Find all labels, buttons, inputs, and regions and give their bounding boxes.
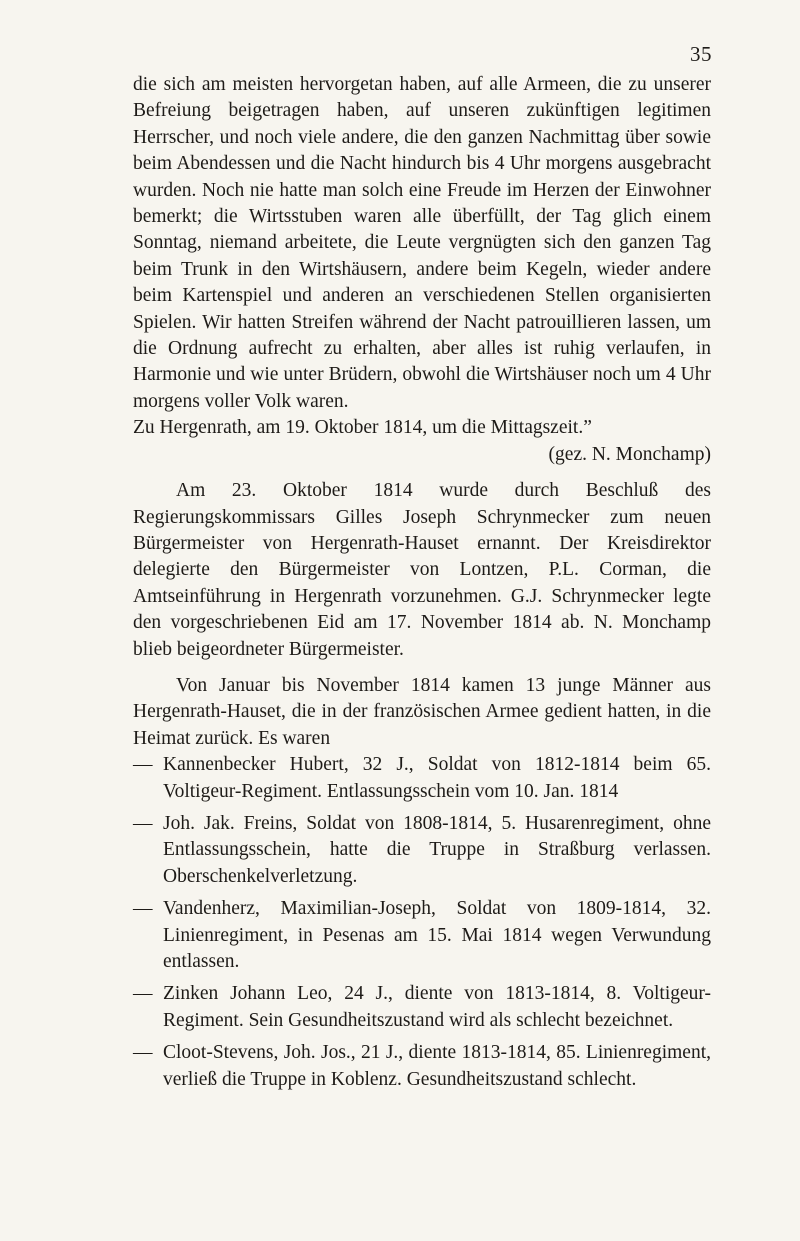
- list-item-text: Vandenherz, Maximilian-Joseph, Soldat von 1809-1814, 32. Linienregiment, in Pesenas am 15. Mai 1814 wegen Verwundung entlassen.: [163, 898, 711, 972]
- signature-line: (gez. N. Monchamp): [548, 443, 711, 465]
- list-item: [133, 896, 711, 975]
- list-item: [133, 811, 711, 890]
- paragraph-appointment: Am 23. Oktober 1814 wurde durch Beschluß des Regierungskommissars Gilles Joseph Schrynmecker zum neuen Bürgermeister von Hergenrath-Hauset ernannt. Der Kreisdirektor delegierte den Bürgermeister von Lontzen, P.L. Corman, die Amtseinführung in Hergenrath vorzunehmen. G.J. Schrynmecker legte den vorgeschriebenen Eid am 17. November 1814 ab. N. Monchamp blieb beigeordneter Bürgermeister.: [133, 480, 711, 660]
- dash-bullet: —: [133, 754, 153, 776]
- list-item-text: Joh. Jak. Freins, Soldat von 1808-1814, 5. Husarenregiment, ohne Entlassungsschein, hatte die Truppe in Straßburg verlassen. Oberschenkelverletzung.: [163, 812, 711, 887]
- dash-bullet: —: [133, 898, 153, 920]
- paragraph-returnees-intro: Von Januar bis November 1814 kamen 13 junge Männer aus Hergenrath-Hauset, die in der französischen Armee gedient hatten, in die Heimat zurück. Es waren: [133, 674, 711, 749]
- paragraph-quote-continuation: die sich am meisten hervorgetan haben, auf alle Armeen, die zu unserer Befreiung beigetragen haben, auf unseren zukünftigen legitimen Herrscher, und noch viele andere, die den ganzen Nachmittag über sowie beim Abendessen und die Nacht hindurch bis 4 Uhr morgens ausgebracht wurden. Noch nie hatte man solch eine Freude im Herzen der Einwohner bemerkt; die Wirtsstuben waren alle überfüllt, der Tag glich einem Sonntag, niemand arbeitete, die Leute vergnügten sich den ganzen Tag beim Trunk in den Wirtshäusern, andere beim Kegeln, wieder andere beim Kartenspiel und anderen an verschiedenen Stellen organisierten Spielen. Wir hatten Streifen während der Nacht patrouillieren lassen, um die Ordnung aufrecht zu erhalten, aber alles ist ruhig verlaufen, in Harmonie und wie unter Brüdern, obwohl die Wirtshäuser noch um 4 Uhr morgens voller Volk waren.: [133, 74, 711, 412]
- paragraph-date-line: Zu Hergenrath, am 19. Oktober 1814, um die Mittagszeit.”: [133, 417, 592, 439]
- list-item-text: Kannenbecker Hubert, 32 J., Soldat von 1812-1814 beim 65. Voltigeur-Regiment. Entlassungsschein vom 10. Jan. 1814: [163, 754, 711, 802]
- list-item: [133, 1040, 711, 1093]
- page-number: 35: [690, 42, 712, 66]
- returnees-list: [133, 752, 711, 1093]
- list-item: [133, 981, 711, 1034]
- body-text: [133, 72, 711, 1099]
- dash-bullet: —: [133, 983, 153, 1005]
- list-item: [133, 752, 711, 805]
- dash-bullet: —: [133, 1042, 153, 1064]
- list-item-text: Zinken Johann Leo, 24 J., diente von 1813-1814, 8. Voltigeur-Regiment. Sein Gesundheitszustand wird als schlecht bezeichnet.: [163, 983, 711, 1031]
- list-item-text: Cloot-Stevens, Joh. Jos., 21 J., diente 1813-1814, 85. Linienregiment, verließ die Truppe in Koblenz. Gesundheitszustand schlecht.: [163, 1042, 711, 1090]
- dash-bullet: —: [133, 812, 153, 834]
